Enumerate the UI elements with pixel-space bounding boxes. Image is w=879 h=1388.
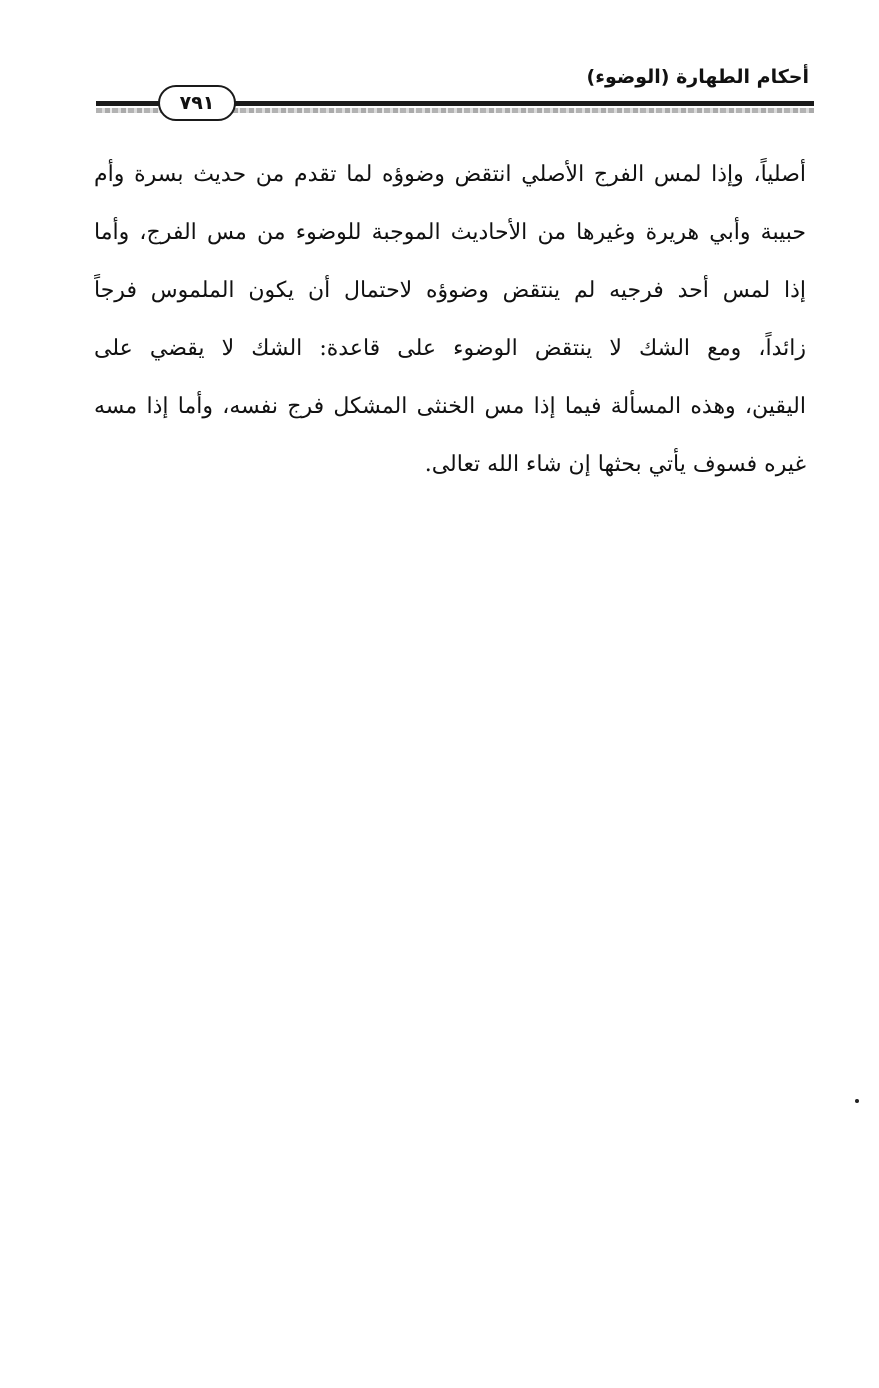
body-line: أصلياً، وإذا لمس الفرج الأصلي انتقض وضوؤه لما تقدم من حديث بسرة وأم <box>94 162 806 187</box>
running-head-title: أحكام الطهارة (الوضوء) <box>586 66 809 88</box>
page-number: ٧٩١ <box>179 92 215 114</box>
body-line: اليقين، وهذه المسألة فيما إذا مس الخنثى المشكل فرج نفسه، وأما إذا مسه <box>94 394 806 419</box>
body-line: غيره فسوف يأتي بحثها إن شاء الله تعالى. <box>424 452 806 477</box>
page-number-frame <box>158 85 236 121</box>
body-line: إذا لمس أحد فرجيه لم ينتقض وضوؤه لاحتمال أن يكون الملموس فرجاً <box>94 278 806 303</box>
print-speck <box>855 1099 859 1103</box>
body-line: حبيبة وأبي هريرة وغيرها من الأحاديث الموجبة للوضوء من مس الفرج، وأما <box>94 220 806 245</box>
body-line: زائداً، ومع الشك لا ينتقض الوضوء على قاعدة: الشك لا يقضي على <box>94 336 806 361</box>
body-paragraph <box>94 146 806 494</box>
